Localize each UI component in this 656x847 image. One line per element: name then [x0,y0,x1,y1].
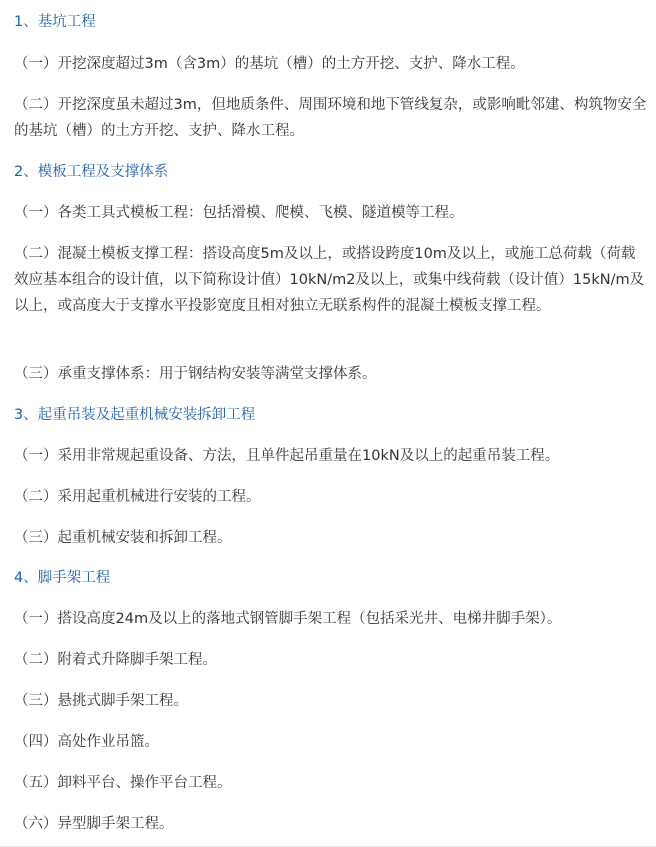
section-3-item-1: （一）采用非常规起重设备、方法，且单件起吊重量在10kN及以上的起重吊装工程。 [14,448,560,464]
section-3-item-3: （三）起重机械安装和拆卸工程。 [14,530,232,546]
section-4-item-3: （三）悬挑式脚手架工程。 [14,693,188,709]
section-3-item-2: （二）采用起重机械进行安装的工程。 [14,489,261,505]
section-heading-3: 3、起重吊装及起重机械安装拆卸工程 [14,407,256,423]
section-2-item-2: （二）混凝土模板支撑工程：搭设高度5m及以上，或搭设跨度10m及以上，或施工总荷载（荷载效应基本组合的设计值，以下简称设计值）10kN/m2及以上，或集中线荷载（设计值）15kN/m及以上，或高度大于支撑水平投影宽度且相对独立无联系构件的混凝土模板支撑工程。 [14,246,645,314]
section-heading-1: 1、基坑工程 [14,14,96,30]
section-heading-4: 4、脚手架工程 [14,570,111,586]
section-2-item-3: （三）承重支撑体系：用于钢结构安装等满堂支撑体系。 [14,366,377,382]
section-4-item-5: （五）卸料平台、操作平台工程。 [14,775,232,791]
section-4-item-2: （二）附着式升降脚手架工程。 [14,652,217,668]
section-4-item-4: （四）高处作业吊篮。 [14,734,159,750]
section-4-item-1: （一）搭设高度24m及以上的落地式钢管脚手架工程（包括采光井、电梯井脚手架）。 [14,611,562,627]
section-1-item-1: （一）开挖深度超过3m（含3m）的基坑（槽）的土方开挖、支护、降水工程。 [14,56,525,72]
section-4-item-6: （六）异型脚手架工程。 [14,816,174,832]
section-1-item-2: （二）开挖深度虽未超过3m，但地质条件、周围环境和地下管线复杂，或影响毗邻建、构筑物安全的基坑（槽）的土方开挖、支护、降水工程。 [14,97,647,139]
section-2-item-1: （一）各类工具式模板工程：包括滑模、爬模、飞模、隧道模等工程。 [14,205,464,221]
section-heading-2: 2、模板工程及支撑体系 [14,164,169,180]
